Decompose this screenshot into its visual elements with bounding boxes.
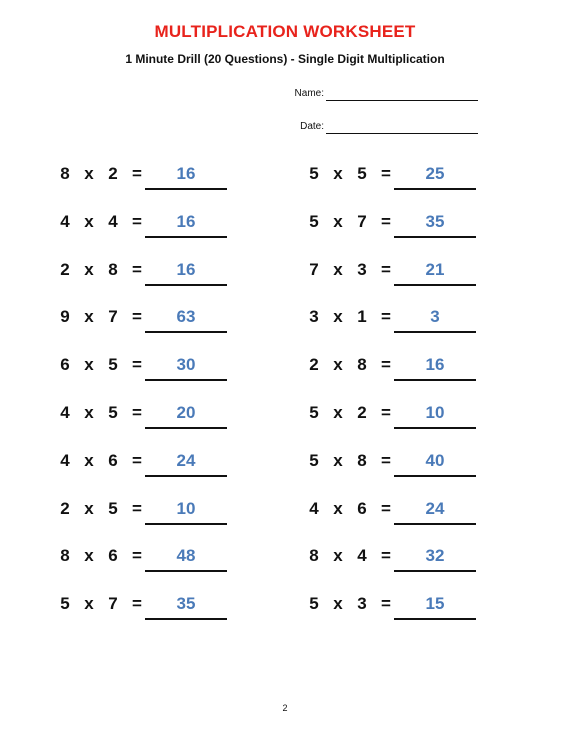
problem-row (57, 303, 257, 333)
equals-symbol: = (132, 259, 142, 279)
times-symbol: x (333, 594, 343, 614)
multiplicand: 4 (309, 498, 319, 518)
name-field[interactable] (290, 88, 480, 104)
answer[interactable]: 10 (425, 403, 445, 422)
multiplier: 7 (108, 594, 118, 614)
multiplicand: 5 (309, 450, 319, 470)
times-symbol: x (333, 259, 343, 279)
multiplicand: 5 (309, 164, 319, 183)
multiplier: 5 (357, 164, 367, 183)
times-symbol: x (84, 594, 94, 614)
equals-symbol: = (132, 594, 142, 614)
multiplier: 4 (108, 211, 118, 231)
equals-symbol: = (381, 211, 391, 231)
multiplicand: 9 (60, 307, 70, 327)
times-symbol: x (333, 355, 343, 375)
equals-symbol: = (381, 259, 391, 279)
times-symbol: x (84, 403, 94, 422)
multiplicand: 8 (60, 164, 70, 183)
times-symbol: x (84, 450, 94, 470)
multiplier: 8 (108, 259, 118, 279)
answer-line (394, 427, 476, 429)
times-symbol: x (333, 546, 343, 566)
times-symbol: x (333, 211, 343, 231)
answer[interactable]: 35 (176, 594, 196, 614)
equals-symbol: = (132, 403, 142, 422)
answer-line (394, 236, 476, 238)
multiplier: 5 (108, 498, 118, 518)
problem-row (306, 542, 506, 572)
problem-row (306, 160, 506, 190)
problem-row (306, 447, 506, 477)
answer-line (394, 618, 476, 620)
times-symbol: x (84, 546, 94, 566)
worksheet-subtitle: 1 Minute Drill (20 Questions) - Single Digit Multiplication (125, 52, 445, 66)
times-symbol: x (333, 403, 343, 422)
answer-line (394, 475, 476, 477)
answer[interactable]: 40 (425, 450, 445, 470)
multiplier: 8 (357, 450, 367, 470)
equals-symbol: = (381, 403, 391, 422)
multiplier: 2 (357, 403, 367, 422)
answer[interactable]: 16 (176, 259, 196, 279)
date-field[interactable] (290, 121, 480, 137)
equals-symbol: = (381, 498, 391, 518)
multiplicand: 5 (309, 403, 319, 422)
equals-symbol: = (381, 355, 391, 375)
problem-row (306, 256, 506, 286)
equals-symbol: = (381, 594, 391, 614)
problem-row (57, 447, 257, 477)
answer[interactable]: 21 (425, 259, 445, 279)
answer-line (394, 570, 476, 572)
multiplier: 1 (357, 307, 367, 327)
answer[interactable]: 16 (176, 164, 196, 183)
answer-line (145, 331, 227, 333)
problem-row (57, 399, 257, 429)
answer[interactable]: 24 (425, 498, 445, 518)
problem-row (306, 399, 506, 429)
multiplier: 6 (357, 498, 367, 518)
answer[interactable]: 20 (176, 403, 196, 422)
answer-line (145, 379, 227, 381)
answer-line (145, 618, 227, 620)
times-symbol: x (84, 164, 94, 183)
multiplicand: 8 (60, 546, 70, 566)
problem-row (57, 160, 257, 190)
multiplicand: 7 (309, 259, 319, 279)
multiplier: 3 (357, 259, 367, 279)
problem-row (306, 303, 506, 333)
multiplicand: 6 (60, 355, 70, 375)
problem-row (57, 590, 257, 620)
answer-line (394, 188, 476, 190)
multiplicand: 3 (309, 307, 319, 327)
times-symbol: x (333, 498, 343, 518)
times-symbol: x (84, 307, 94, 327)
name-label: Name: (294, 88, 324, 99)
multiplicand: 4 (60, 450, 70, 470)
answer[interactable]: 25 (425, 164, 445, 183)
equals-symbol: = (381, 307, 391, 327)
answer-line (394, 379, 476, 381)
multiplicand: 2 (60, 259, 70, 279)
problem-row (57, 495, 257, 525)
problem-row (306, 351, 506, 381)
multiplicand: 5 (309, 211, 319, 231)
multiplicand: 4 (60, 211, 70, 231)
answer[interactable]: 16 (176, 211, 196, 231)
answer-line (145, 570, 227, 572)
answer-line (394, 284, 476, 286)
answer[interactable]: 16 (425, 355, 445, 375)
times-symbol: x (84, 211, 94, 231)
answer[interactable]: 63 (176, 307, 196, 327)
answer-line (394, 331, 476, 333)
answer[interactable]: 35 (425, 211, 445, 231)
answer[interactable]: 15 (425, 594, 445, 614)
problem-row (57, 542, 257, 572)
answer[interactable]: 48 (176, 546, 196, 566)
times-symbol: x (84, 498, 94, 518)
equals-symbol: = (132, 164, 142, 183)
equals-symbol: = (132, 211, 142, 231)
times-symbol: x (333, 307, 343, 327)
equals-symbol: = (381, 546, 391, 566)
answer[interactable]: 10 (176, 498, 196, 518)
answer-line (145, 284, 227, 286)
multiplier: 3 (357, 594, 367, 614)
date-label: Date: (300, 121, 324, 132)
multiplier: 6 (108, 450, 118, 470)
problem-row (306, 208, 506, 238)
multiplicand: 5 (60, 594, 70, 614)
multiplier: 8 (357, 355, 367, 375)
times-symbol: x (333, 450, 343, 470)
multiplier: 4 (357, 546, 367, 566)
answer-line (145, 236, 227, 238)
problem-row (57, 256, 257, 286)
multiplier: 5 (108, 403, 118, 422)
times-symbol: x (333, 164, 343, 183)
equals-symbol: = (132, 450, 142, 470)
date-line[interactable] (326, 133, 478, 134)
multiplier: 7 (357, 211, 367, 231)
answer[interactable]: 32 (425, 546, 445, 566)
equals-symbol: = (132, 307, 142, 327)
name-line[interactable] (326, 100, 478, 101)
times-symbol: x (84, 355, 94, 375)
multiplicand: 5 (309, 594, 319, 614)
multiplicand: 2 (60, 498, 70, 518)
multiplier: 7 (108, 307, 118, 327)
multiplicand: 2 (309, 355, 319, 375)
answer-line (145, 475, 227, 477)
answer[interactable]: 24 (176, 450, 196, 470)
problem-row (57, 208, 257, 238)
equals-symbol: = (381, 164, 391, 183)
times-symbol: x (84, 259, 94, 279)
equals-symbol: = (381, 450, 391, 470)
multiplicand: 8 (309, 546, 319, 566)
answer-line (145, 427, 227, 429)
equals-symbol: = (132, 546, 142, 566)
equals-symbol: = (132, 355, 142, 375)
answer-line (145, 188, 227, 190)
multiplier: 6 (108, 546, 118, 566)
answer[interactable]: 30 (176, 355, 196, 375)
multiplier: 2 (108, 164, 118, 183)
multiplier: 5 (108, 355, 118, 375)
problem-row (306, 590, 506, 620)
equals-symbol: = (132, 498, 142, 518)
answer-line (394, 523, 476, 525)
answer[interactable]: 3 (430, 307, 440, 327)
worksheet-title: MULTIPLICATION WORKSHEET (154, 22, 416, 41)
answer-line (145, 523, 227, 525)
page-number: 2 (282, 703, 288, 713)
multiplicand: 4 (60, 403, 70, 422)
problem-row (57, 351, 257, 381)
problem-row (306, 495, 506, 525)
